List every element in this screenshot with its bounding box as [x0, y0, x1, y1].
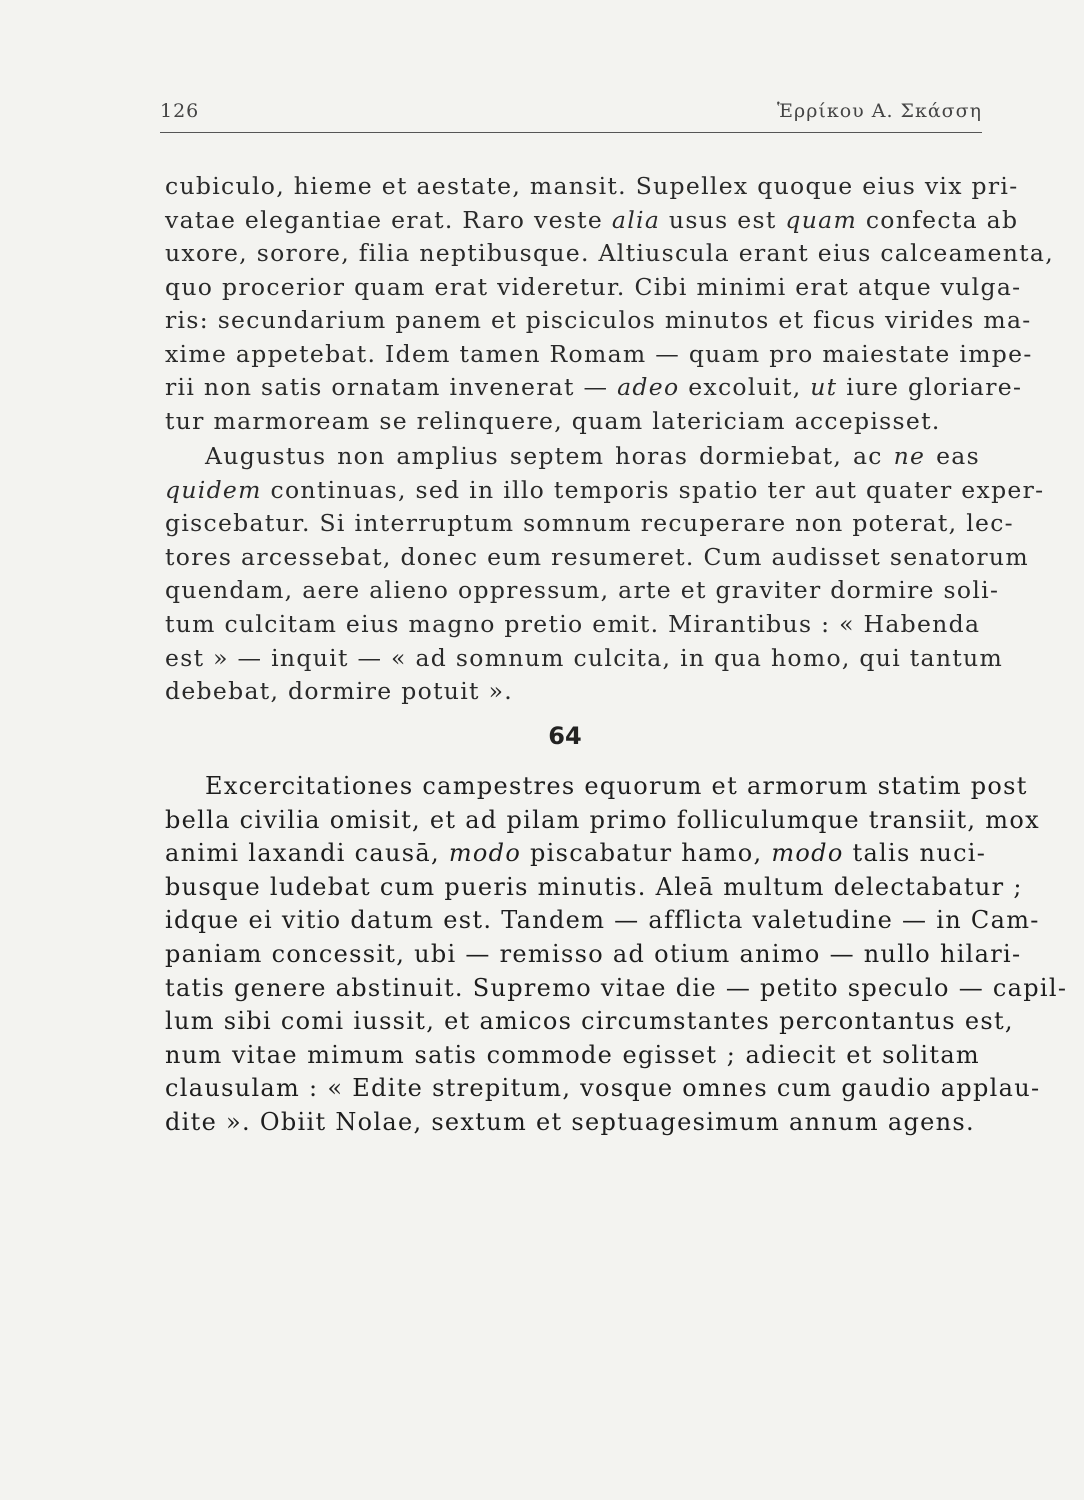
- section-number: 64: [548, 722, 582, 750]
- text-line: paniam concessit, ubi — remisso ad otium animo — nullo hilari-: [165, 939, 1022, 968]
- text-line: xime appetebat. Idem tamen Romam — quam pro maiestate impe-: [165, 339, 1033, 368]
- text-line: busque ludebat cum pueris minutis. Aleā multum delectabatur ;: [165, 872, 1023, 901]
- text-line: tatis genere abstinuit. Supremo vitae die — petito speculo — capil-: [165, 973, 1068, 1002]
- text-line: quidem continuas, sed in illo temporis spatio ter aut quater exper-: [165, 475, 1045, 504]
- header-rule: [160, 132, 982, 133]
- text-line: animi laxandi causā, modo piscabatur hamo, modo talis nuci-: [165, 839, 987, 868]
- text-line: idque ei vitio datum est. Tandem — afflicta valetudine — in Cam-: [165, 906, 1040, 935]
- text-line: uxore, sorore, filia neptibusque. Altiuscula erant eius calceamenta,: [165, 239, 1054, 267]
- text-line: ris: secundarium panem et pisciculos minutos et ficus virides ma-: [165, 306, 1032, 334]
- page-number: 126: [160, 100, 200, 122]
- paragraph-2: [165, 440, 1045, 709]
- text-line: est » — inquit — « ad somnum culcita, in qua homo, qui tantum: [165, 643, 1004, 672]
- text-line: vatae elegantiae erat. Raro veste alia usus est quam confecta ab: [165, 205, 1019, 234]
- text-line: tores arcessebat, donec eum resumeret. Cum audisset senatorum: [165, 542, 1029, 571]
- text-line: lum sibi comi iussit, et amicos circumstantes percontantus est,: [165, 1007, 1014, 1036]
- text-line: cubiculo, hieme et aestate, mansit. Supellex quoque eius vix pri-: [165, 172, 1019, 200]
- running-title: Ἑρρίκου Α. Σκάσση: [777, 100, 982, 122]
- text-line: tum culcitam eius magno pretio emit. Mirantibus : « Habenda: [165, 609, 981, 638]
- text-line: tur marmoream se relinquere, quam latericiam accepisset.: [165, 406, 941, 435]
- paragraph-3: [165, 770, 1068, 1140]
- text-line: bella civilia omisit, et ad pilam primo folliculumque transiit, mox: [165, 805, 1040, 834]
- text-line: rii non satis ornatam invenerat — adeo excoluit, ut iure gloriare-: [165, 373, 1023, 401]
- text-line: giscebatur. Si interruptum somnum recuperare non poterat, lec-: [165, 509, 1014, 538]
- text-line: quendam, aere alieno oppressum, arte et graviter dormire soli-: [165, 576, 1000, 605]
- running-head: [160, 100, 982, 122]
- text-line: dite ». Obiit Nolae, sextum et septuagesimum annum agens.: [165, 1107, 975, 1136]
- text-line: Augustus non amplius septem horas dormiebat, ac ne eas: [205, 442, 980, 470]
- text-line: num vitae mimum satis commode egisset ; adiecit et solitam: [165, 1040, 980, 1069]
- text-line: clausulam : « Edite strepitum, vosque omnes cum gaudio applau-: [165, 1074, 1041, 1103]
- text-line: Excercitationes campestres equorum et armorum statim post: [205, 772, 1028, 800]
- paragraph-1: [165, 170, 1054, 438]
- text-line: quo procerior quam erat videretur. Cibi minimi erat atque vulga-: [165, 272, 1022, 301]
- text-line: debebat, dormire potuit ».: [165, 677, 514, 706]
